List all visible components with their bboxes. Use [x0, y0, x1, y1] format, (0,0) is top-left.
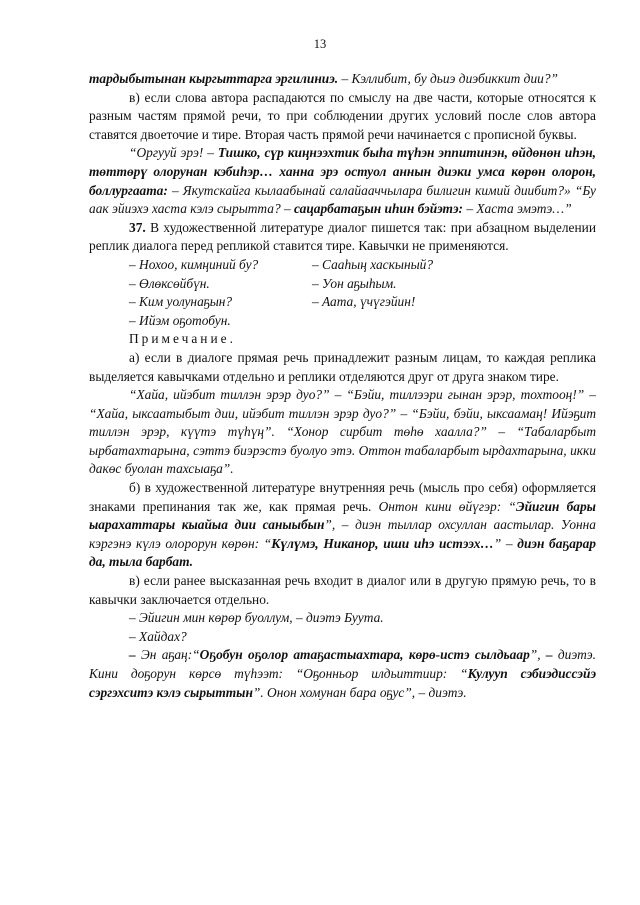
dialogue-line: – Эйигин мин көрөр буоллум, – диэтэ Буута.: [129, 610, 384, 626]
section-37: 37. В художественной литературе диалог пишется так: при абзацном выделении реплик диалога перед репликой ставится тире. Кавычки не применяются.: [89, 219, 596, 254]
paragraph-note-v: в) если ранее высказанная речь входит в диалог или в другую прямую речь, то в кавычки заключается отдельно.: [89, 573, 596, 607]
paragraph-note-a: а) если в диалоге прямая речь принадлежит разным лицам, то каждая реплика выделяется кавычками отдельно и реплики отделяются друг от друга знаком тире.: [89, 349, 596, 384]
example-3: – Эн аҕаң:“Оҕобун оҕолор атаҕастыахтара, көрө-истэ сылдьаар”, – диэтэ. Кини доҕорун көрсө түһээт: “Оҕонньор илдьиттиир: “Кулууп сэбиэдиссэйэ сэргэхситэ кэлэ сырыттын”. Онон хомунан бара оҕус”, – диэтэ.: [89, 647, 597, 700]
dialogue-row: – Өлөксөйбүн. – Уон аҕыһым.: [129, 275, 397, 291]
paragraph-1: тардыбытынан кыргыттарга эргилиниэ. – Кэллибит, бу дьиэ диэбиккит дии?”: [89, 71, 558, 86]
example-2: “Хайа, ийэбит тиллэн эрэр дуо?” – “Бэйи, тиллээри гынан эрэр, тохтооң!” – “Хайа, ыксаатыбыт дии, ийэбит тиллэн эрэр дуо?” – “Бэйи, бэйи, ыксаамаң! Ийэҕит тиллэн эрэр, күүтэ түһүң”. “Хонор сирбит төһө хаалла?” – “Табаларбыт ырбатахтарына, сэттэ биэрэстэ буолуо этэ. Оттон табаларбыт ырдахтарына, икки дакөс буолан тахсыаҕа”.: [89, 387, 596, 477]
dialogue-line: – Хайдах?: [129, 628, 187, 644]
note-heading: Примечание.: [129, 331, 236, 347]
page-content: [89, 70, 596, 702]
section-number: 37.: [129, 219, 146, 235]
paragraph-rule-v: в) если слова автора распадаются по смыслу на две части, которые относятся к разным частям прямой речи, то при соблюдении других условий после слов автора ставятся двоеточие и тире. Вторая часть прямой речи начинается с прописной буквы.: [89, 89, 596, 142]
dialogue-row: – Ким уолунаҕын? – Аата, үчүгэйин!: [129, 294, 416, 310]
dialogue-row: – Нохоо, кимңиний бу? – Сааһың хаскыный?: [129, 256, 434, 272]
dialogue-row: – Ийэм оҕотобун.: [129, 312, 231, 328]
emph: тардыбытынан кыргыттарга эргилиниэ.: [89, 71, 339, 86]
paragraph-note-b: б) в художественной литературе внутренняя речь (мысль про себя) оформляется знаками препинания так же, как прямая речь. Онтон кини өйүгэр: “Эйигин бары ыарахаттары кыайыа дии саныыбын”, – диэн тыллар охсуллан аастылар. Уонна кэргэнэ күлэ олорорун көрөн: “Күлүмэ, Никанор, иши иһэ истээх…” – диэн баҕарар да, тыла барбат.: [89, 480, 596, 570]
page-number: 13: [313, 37, 327, 51]
example-1: “Оргууй эрэ! – Тишко, сүр киңнээхтик быһа түһэн эппитинэн, өйдөнөн иһэн, төттөрү олорунан кэбиһэр… ханна эрэ остуол аннын диэки умса көрөн олорон, боллургаата: – Якутскайга кылаабынай салайааччылара билигин кимий диибит?» “Бу аак эйиэхэ хаста кэлэ сырытта? – сацарбатаҕын иһин бэйэтэ: – Хаста эмэтэ…”: [89, 145, 596, 217]
